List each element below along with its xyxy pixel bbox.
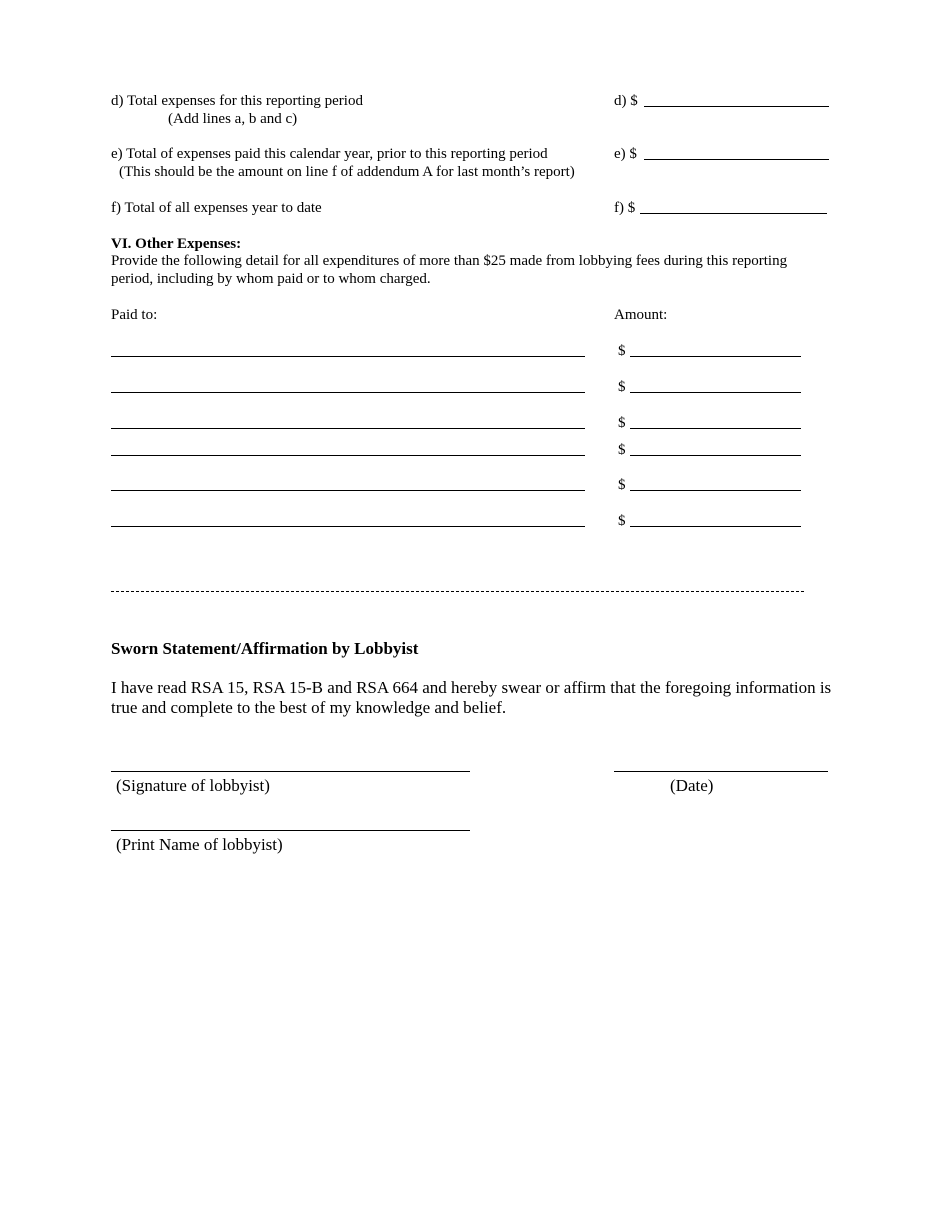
currency-symbol: $ — [618, 379, 626, 395]
section-6-description: Provide the following detail for all expenditures of more than $25 made from lobbying fees during this reporting period, including by whom paid or to whom charged. — [111, 253, 788, 287]
amount-field[interactable] — [630, 455, 801, 456]
currency-symbol: $ — [618, 415, 626, 431]
date-label: (Date) — [670, 776, 714, 795]
amount-field[interactable] — [630, 526, 801, 527]
paid-to-field[interactable] — [111, 356, 585, 357]
amount-field[interactable] — [630, 490, 801, 491]
paid-to-field[interactable] — [111, 428, 585, 429]
signature-label: (Signature of lobbyist) — [116, 776, 270, 795]
paid-to-header: Paid to: — [111, 307, 158, 323]
amount-field[interactable] — [630, 428, 801, 429]
sworn-statement-heading: Sworn Statement/Affirmation by Lobbyist — [111, 639, 419, 658]
line-d-field-label: d) $ — [614, 93, 638, 109]
section-6-heading: VI. Other Expenses: — [111, 236, 242, 252]
paid-to-field[interactable] — [111, 392, 585, 393]
paid-to-field[interactable] — [111, 490, 585, 491]
print-name-field[interactable] — [111, 830, 470, 831]
signature-field[interactable] — [111, 771, 470, 772]
print-name-label: (Print Name of lobbyist) — [116, 835, 283, 854]
amount-field[interactable] — [630, 356, 801, 357]
line-d-amount-field[interactable] — [644, 106, 829, 107]
currency-symbol: $ — [618, 477, 626, 493]
line-e-amount-field[interactable] — [644, 159, 829, 160]
currency-symbol: $ — [618, 343, 626, 359]
line-e-note: (This should be the amount on line f of addendum A for last month’s report) — [119, 164, 575, 180]
line-f-label: f) Total of all expenses year to date — [111, 200, 322, 216]
currency-symbol: $ — [618, 513, 626, 529]
line-f-amount-field[interactable] — [640, 213, 827, 214]
line-f-field-label: f) $ — [614, 200, 636, 216]
amount-header: Amount: — [614, 307, 668, 323]
sworn-statement-text: I have read RSA 15, RSA 15-B and RSA 664 and hereby swear or affirm that the foregoing information is true and complete to the best of my knowledge and belief. — [111, 678, 832, 717]
paid-to-field[interactable] — [111, 455, 585, 456]
amount-field[interactable] — [630, 392, 801, 393]
currency-symbol: $ — [618, 442, 626, 458]
line-e-label: e) Total of expenses paid this calendar year, prior to this reporting period — [111, 146, 548, 162]
paid-to-field[interactable] — [111, 526, 585, 527]
section-divider — [111, 591, 804, 592]
line-e-field-label: e) $ — [614, 146, 637, 162]
line-d-note: (Add lines a, b and c) — [168, 111, 298, 127]
line-d-label: d) Total expenses for this reporting period — [111, 93, 363, 109]
date-field[interactable] — [614, 771, 828, 772]
